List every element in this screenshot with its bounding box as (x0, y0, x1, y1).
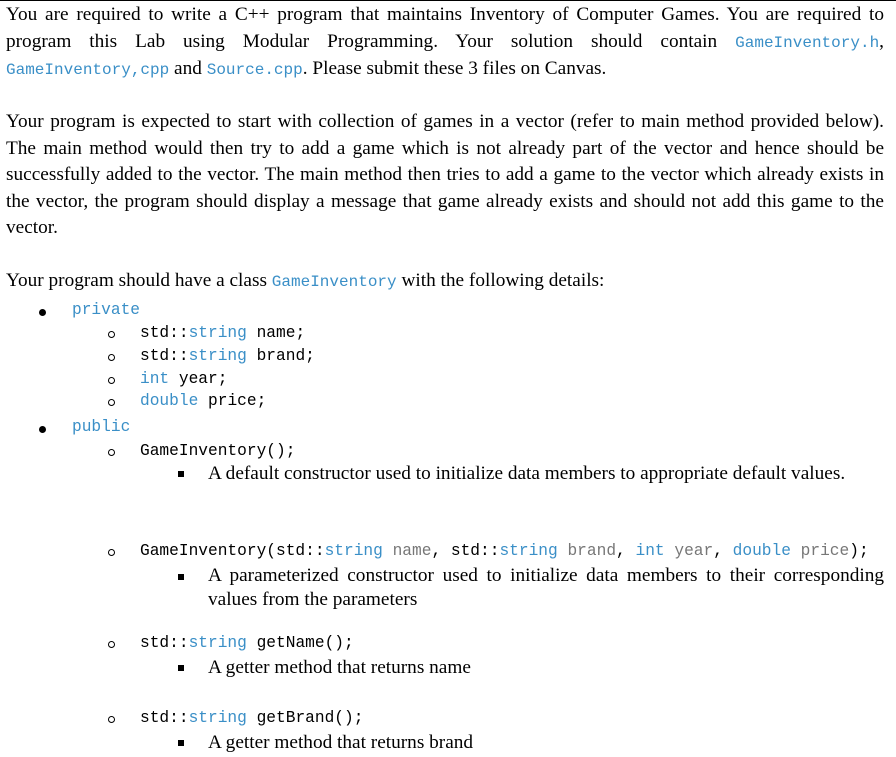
member-year: int year; (140, 370, 228, 388)
bullet-member-brand (108, 354, 115, 361)
getname-description: A getter method that returns name (208, 657, 471, 678)
intro-sep: , (879, 30, 884, 52)
bullet-getbrand-desc (178, 740, 184, 746)
default-constructor-description: A default constructor used to initialize data members to appropriate default values. (208, 463, 846, 484)
bullet-public (39, 426, 46, 433)
bullet-param-constructor-desc (178, 574, 184, 580)
member-brand: std::string brand; (140, 347, 315, 365)
bullet-getname (108, 641, 115, 648)
class-intro-after: with the following details: (396, 270, 605, 291)
bullet-getbrand (108, 716, 115, 723)
param-constructor-signature: GameInventory(std::string name, std::string brand, int year, double price); (140, 542, 869, 560)
bullet-default-constructor-desc (178, 471, 184, 477)
bullet-default-constructor (108, 449, 115, 456)
default-constructor-signature: GameInventory(); (140, 442, 296, 460)
getname-signature: std::string getName(); (140, 634, 354, 652)
intro-text-2: . Please submit these 3 files on Canvas. (302, 58, 607, 79)
class-intro-paragraph (6, 268, 884, 296)
bullet-param-constructor (108, 549, 115, 556)
member-price: double price; (140, 392, 267, 410)
description-paragraph: Your program is expected to start with collection of games in a vector (refer to main method provided below). The main method would then try to add a game which is not already part of the vector and hence should be successfully added to the vector. The main method then tries to add a game to the vector which already exists in the vector, the program should display a message that game already exists and should not add this game to the vector. (6, 111, 884, 238)
file-gameinventory-h: GameInventory.h (735, 33, 880, 52)
intro-text-1: You are required to write a C++ program that maintains Inventory of Computer Games. You are required to program this Lab using Modular Programming. Your solution should contain (6, 4, 884, 52)
file-gameinventory-cpp: GameInventory,cpp (6, 61, 170, 79)
file-source-cpp: Source.cpp (206, 61, 303, 79)
public-label: public (72, 418, 131, 436)
class-name: GameInventory (271, 273, 397, 291)
param-constructor-description: A parameterized constructor used to initialize data members to their corresponding values from the parameters (208, 565, 884, 610)
top-border (0, 0, 896, 1)
bullet-member-year (108, 377, 115, 384)
getbrand-description: A getter method that returns brand (208, 732, 474, 753)
bullet-member-price (108, 399, 115, 406)
intro-and: and (169, 58, 207, 79)
bullet-getname-desc (178, 665, 184, 671)
getbrand-signature: std::string getBrand(); (140, 709, 364, 727)
bullet-member-name (108, 331, 115, 338)
member-name: std::string name; (140, 324, 306, 342)
private-label: private (72, 301, 140, 319)
intro-paragraph (6, 2, 884, 84)
bullet-private (39, 309, 46, 316)
class-intro-before: Your program should have a class (6, 270, 272, 291)
